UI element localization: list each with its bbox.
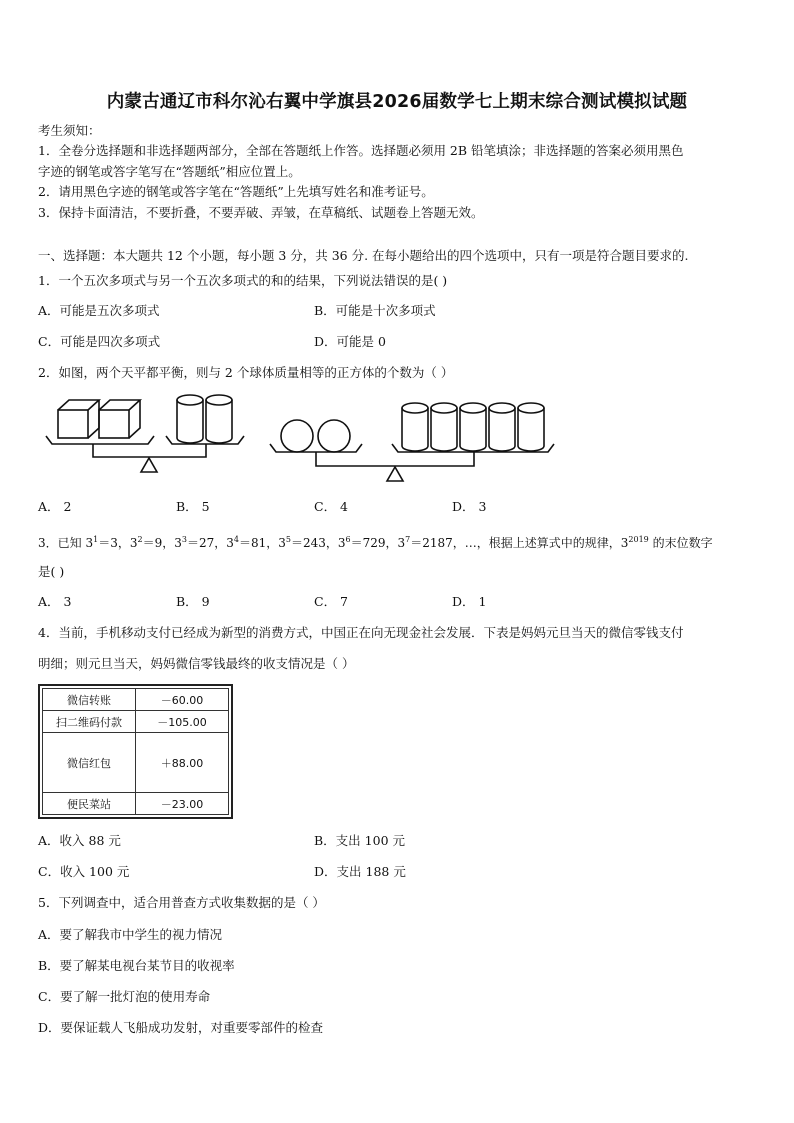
q3-option-a[interactable]: A． 3 bbox=[38, 594, 72, 609]
cube-2 bbox=[99, 400, 140, 438]
q2-option-d[interactable]: D． 3 bbox=[452, 499, 487, 514]
cylinder-1 bbox=[177, 395, 203, 443]
table-row bbox=[43, 733, 229, 793]
balance-figure bbox=[38, 390, 568, 482]
q1-option-b[interactable]: B．可能是十次多项式 bbox=[314, 303, 436, 318]
q4-option-c[interactable]: C．收入 100 元 bbox=[38, 864, 130, 879]
cylinder-7 bbox=[518, 403, 544, 451]
q2-option-a[interactable]: A． 2 bbox=[38, 499, 72, 514]
q1-option-a[interactable]: A．可能是五次多项式 bbox=[38, 303, 160, 318]
q4-option-a[interactable]: A．收入 88 元 bbox=[38, 833, 121, 848]
q2-option-c[interactable]: C． 4 bbox=[314, 499, 348, 514]
q5-option-c[interactable]: C．要了解一批灯泡的使用寿命 bbox=[38, 989, 211, 1004]
q2-option-b[interactable]: B． 5 bbox=[176, 499, 210, 514]
q5-option-a[interactable]: A．要了解我市中学生的视力情况 bbox=[38, 927, 223, 942]
table-row bbox=[43, 793, 229, 815]
cylinder-5 bbox=[460, 403, 486, 451]
table-cell-value: －23.00 bbox=[136, 793, 229, 815]
q1-option-d[interactable]: D．可能是 0 bbox=[314, 334, 386, 349]
cube-1 bbox=[58, 400, 99, 438]
table-cell-label: 便民菜站 bbox=[43, 793, 136, 815]
cylinder-3 bbox=[402, 403, 428, 451]
q5-option-b[interactable]: B．要了解某电视台某节目的收视率 bbox=[38, 958, 235, 973]
q5-option-d[interactable]: D．要保证载人飞船成功发射，对重要零部件的检查 bbox=[38, 1020, 324, 1035]
page-title: 内蒙古通辽市科尔沁右翼中学旗县2026届数学七上期末综合测试模拟试题 bbox=[106, 92, 688, 112]
payment-table-frame bbox=[38, 684, 233, 819]
table-cell-label: 扫二维码付款 bbox=[43, 711, 136, 733]
cylinder-4 bbox=[431, 403, 457, 451]
q1-option-c[interactable]: C．可能是四次多项式 bbox=[38, 334, 161, 349]
question-1-stem: 1．一个五次多项式与另一个五次多项式的和的结果，下列说法错误的是( ) bbox=[38, 273, 448, 288]
cylinder-6 bbox=[489, 403, 515, 451]
sphere-1 bbox=[281, 420, 313, 452]
question-2-stem: 2．如图，两个天平都平衡，则与 2 个球体质量相等的正方体的个数为（ ） bbox=[38, 365, 454, 380]
table-cell-value: －105.00 bbox=[136, 711, 229, 733]
notice-item-2: 2．请用黑色字迹的钢笔或答字笔在“答题纸”上先填写姓名和准考证号。 bbox=[38, 184, 434, 199]
question-3-stem: 3．已知 $3^1=3$，$3^2=9$，$3^3=27$，$3^4=81$，$3^5=243$，$3^6=729$，$3^7=2187$，…，根据上述算式中的规律，$3^{2019}$ 的末位数字 bbox=[38, 535, 713, 550]
q4-option-d[interactable]: D．支出 188 元 bbox=[314, 864, 406, 879]
q3-option-b[interactable]: B． 9 bbox=[176, 594, 210, 609]
table-cell-label: 微信转账 bbox=[43, 689, 136, 711]
notice-item-3: 3．保持卡面清洁，不要折叠，不要弄破、弄皱，在草稿纸、试题卷上答题无效。 bbox=[38, 205, 484, 220]
sphere-2 bbox=[318, 420, 350, 452]
q3-option-d[interactable]: D． 1 bbox=[452, 594, 487, 609]
balance-left bbox=[46, 395, 244, 472]
question-4-stem: 4．当前，手机移动支付已经成为新型的消费方式，中国正在向无现金社会发展．下表是妈妈元旦当天的微信零钱支付 bbox=[38, 625, 684, 640]
notice-item-1: 1．全卷分选择题和非选择题两部分，全部在答题纸上作答。选择题必须用 2B 铅笔填涂；非选择题的答案必须用黑色 bbox=[38, 143, 684, 158]
question-4-stem-cont: 明细；则元旦当天，妈妈微信零钱最终的收支情况是（ ） bbox=[38, 656, 355, 671]
q4-option-b[interactable]: B．支出 100 元 bbox=[314, 833, 405, 848]
table-row bbox=[43, 711, 229, 733]
payment-table bbox=[42, 688, 229, 815]
notice-item-1-cont: 字迹的钢笔或答字笔写在“答题纸”相应位置上。 bbox=[38, 164, 301, 179]
section-heading: 一、选择题：本大题共 12 个小题，每小题 3 分，共 36 分. 在每小题给出的四个选项中，只有一项是符合题目要求的. bbox=[38, 248, 689, 263]
table-cell-label: 微信红包 bbox=[43, 733, 136, 793]
cylinder-2 bbox=[206, 395, 232, 443]
notice-heading: 考生须知： bbox=[38, 123, 101, 138]
table-cell-value: －60.00 bbox=[136, 689, 229, 711]
question-3-stem-cont: 是( ) bbox=[38, 564, 65, 579]
table-row bbox=[43, 689, 229, 711]
question-5-stem: 5．下列调查中，适合用普查方式收集数据的是（ ） bbox=[38, 895, 325, 910]
q3-option-c[interactable]: C． 7 bbox=[314, 594, 348, 609]
balance-right bbox=[270, 403, 554, 481]
table-cell-value: ＋88.00 bbox=[136, 733, 229, 793]
